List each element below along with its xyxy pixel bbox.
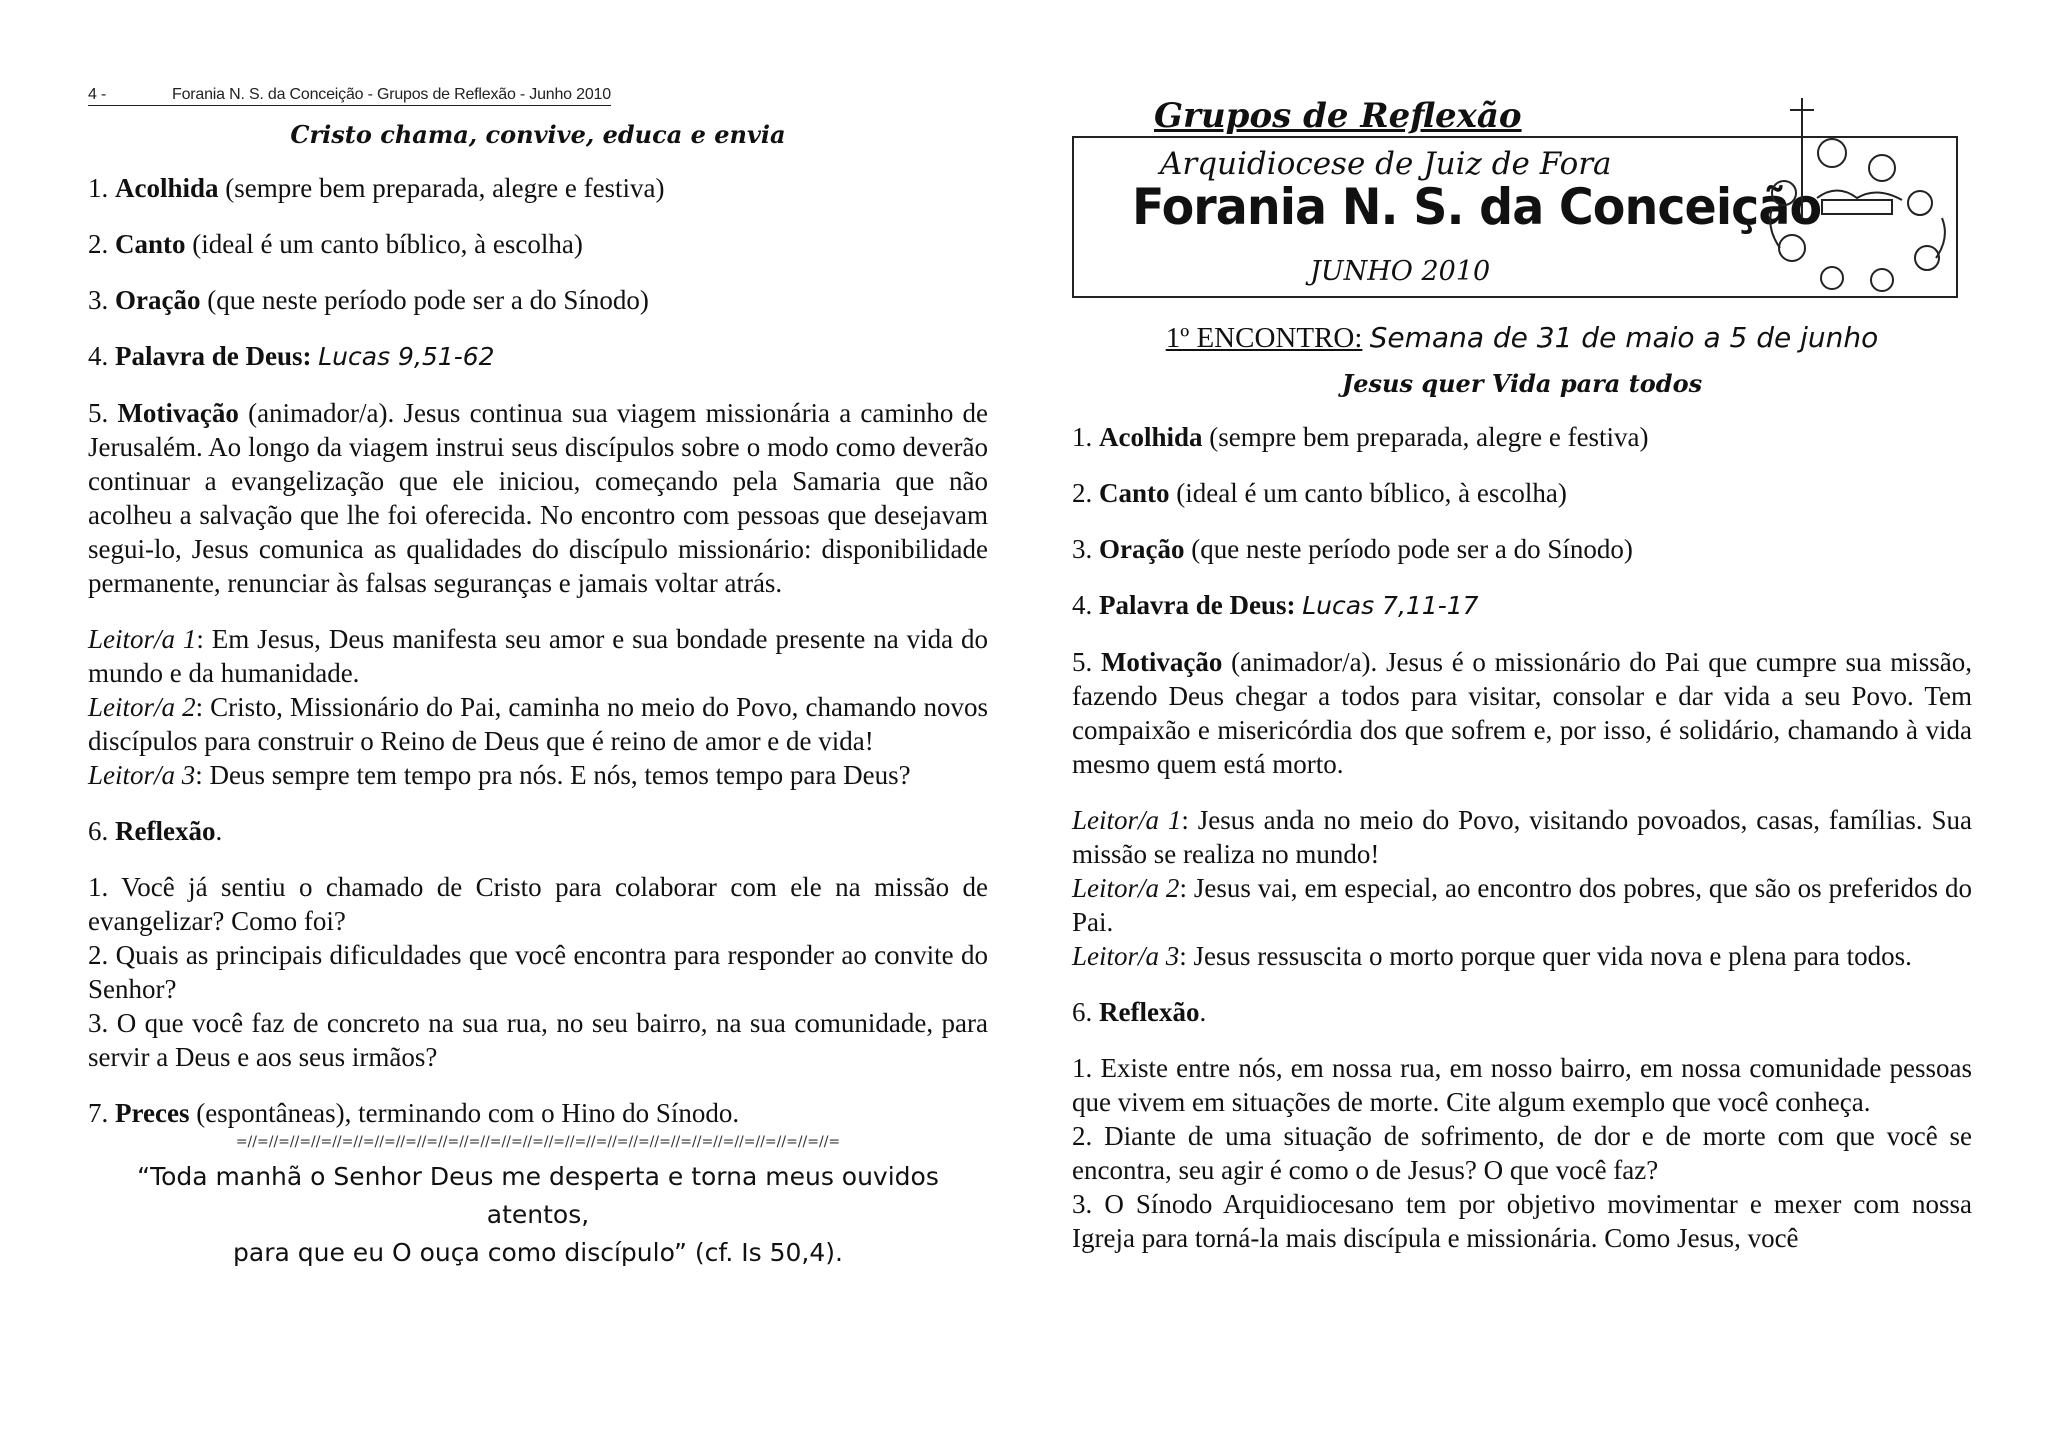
leitor-line: [1072, 803, 1972, 871]
item-number: 2.: [1072, 478, 1093, 508]
meeting-heading: [1072, 321, 1972, 355]
leitor-text: : Jesus vai, em especial, ao encontro dos pobres, que são os preferidos do Pai.: [1072, 873, 1972, 937]
item-text: .: [1199, 997, 1207, 1027]
item-text: (ideal é um canto bíblico, à escolha): [185, 229, 583, 259]
leitor-text: : Cristo, Missionário do Pai, caminha no meio do Povo, chamando novos discípulos para construir o Reino de Deus que é reino de amor e de vida!: [88, 692, 988, 756]
item-number: 4.: [88, 341, 109, 371]
item-number: 5.: [88, 398, 109, 428]
item-reflexao: [1072, 995, 1972, 1029]
item-label: Canto: [1099, 478, 1170, 508]
item-text: (sempre bem preparada, alegre e festiva): [218, 173, 665, 203]
item-text: (ideal é um canto bíblico, à escolha): [1169, 478, 1567, 508]
leitor-label: Leitor/a 3: [88, 760, 196, 790]
item-number: 7.: [88, 1098, 109, 1128]
item-acolhida: [1072, 420, 1972, 454]
item-canto: [1072, 476, 1972, 510]
item-preces: [88, 1096, 988, 1130]
item-label: Palavra de Deus:: [115, 341, 312, 371]
item-palavra: [1072, 588, 1972, 623]
forania-name: Forania N. S. da Conceição: [1132, 178, 1822, 236]
leitor-line: [88, 758, 988, 792]
item-text: (que neste período pode ser a do Sínodo): [1184, 534, 1633, 564]
masthead: [1072, 96, 1972, 311]
question: 2. Diante de uma situação de sofrimento, de dor e de morte com que você se encontra, seu agir é como o de Jesus? O que você faz?: [1072, 1121, 1972, 1185]
motivacao-text: (animador/a). Jesus continua sua viagem missionária a caminho de Jerusalém. Ao longo da viagem instrui seus discípulos sobre o modo como deverão continuar a evangelização que ele iniciou, começando pela Samaria que não acolheu a salvação que lhe foi oferecida. No encontro com pessoas que desejavam segui-lo, Jesus comunica as qualidades do discípulo missionário: disponibilidade permanente, renunciar às falsas seguranças e jamais voltar atrás.: [88, 398, 989, 598]
item-label: Reflexão: [1099, 997, 1200, 1027]
quote-line: “Toda manhã o Senhor Deus me desperta e torna meus ouvidos atentos,: [137, 1162, 939, 1229]
separator: =//=//=//=//=//=//=//=//=//=//=//=//=//=//=//=//=//=//=//=//=//=//=//=//=//=//=//=//=: [235, 1134, 841, 1150]
right-page: [1072, 96, 1972, 1255]
item-number: 4.: [1072, 590, 1093, 620]
item-number: 3.: [88, 285, 109, 315]
motivacao-text: (animador/a). Jesus é o missionário do Pai que cumpre sua missão, fazendo Deus chegar a todos para visitar, consolar e dar vida a seu Povo. Tem compaixão e misericórdia dos que sofrem e, por isso, é solidário, chamando à vida mesmo quem está morto.: [1072, 647, 1972, 779]
question: 3. O que você faz de concreto na sua rua, no seu bairro, na sua comunidade, para servir a Deus e aos seus irmãos?: [88, 1008, 988, 1072]
leitor-label: Leitor/a 2: [88, 692, 196, 722]
item-canto: [88, 227, 988, 261]
question: 1. Você já sentiu o chamado de Cristo para colaborar com ele na missão de evangelizar? Como foi?: [88, 872, 988, 936]
item-number: 2.: [88, 229, 109, 259]
item-oracao: [88, 283, 988, 317]
leitor-line: [1072, 939, 1972, 973]
issue-month: JUNHO 2010: [1310, 256, 1491, 287]
brand-title: Grupos de Reflexão: [1154, 96, 1522, 136]
item-label: Motivação: [117, 398, 239, 428]
question: 3. O Sínodo Arquidiocesano tem por objetivo movimentar e mexer com nossa Igreja para torná-la mais discípula e missionária. Como Jesus, você: [1072, 1189, 1972, 1253]
item-text: (sempre bem preparada, alegre e festiva): [1202, 422, 1649, 452]
item-reflexao: [88, 814, 988, 848]
group-drawing-icon: [1762, 98, 1962, 298]
item-label: Motivação: [1100, 647, 1223, 677]
page-number: 4 -: [88, 86, 107, 103]
section-theme: Cristo chama, convive, educa e envia: [290, 120, 786, 149]
leitor-text: : Deus sempre tem tempo pra nós. E nós, temos tempo para Deus?: [195, 760, 911, 790]
item-oracao: [1072, 532, 1972, 566]
quote-line: para que eu O ouça como discípulo” (cf. Is 50,4).: [233, 1238, 843, 1267]
item-palavra: [88, 339, 988, 374]
item-label: Oração: [1099, 534, 1185, 564]
bible-reference: Lucas 7,11-17: [1302, 591, 1479, 620]
item-motivacao: [88, 396, 988, 600]
running-title: Forania N. S. da Conceição - Grupos de Reflexão - Junho 2010: [172, 86, 611, 103]
leitor-line: [88, 690, 988, 758]
running-header: [88, 86, 611, 106]
section-theme: Jesus quer Vida para todos: [1341, 369, 1703, 398]
item-number: 5.: [1072, 647, 1093, 677]
item-label: Palavra de Deus:: [1099, 590, 1296, 620]
leitor-line: [88, 622, 988, 690]
item-number: 3.: [1072, 534, 1093, 564]
leitores-block: [88, 622, 988, 792]
leitor-label: Leitor/a 2: [1072, 873, 1180, 903]
leitor-label: Leitor/a 1: [1072, 805, 1182, 835]
item-text: (espontâneas), terminando com o Hino do Sínodo.: [189, 1098, 740, 1128]
leitor-line: [1072, 871, 1972, 939]
leitor-text: : Jesus anda no meio do Povo, visitando povoados, casas, famílias. Sua missão se realiza no mundo!: [1072, 805, 1973, 869]
question: 1. Existe entre nós, em nossa rua, em nosso bairro, em nossa comunidade pessoas que vivem em situações de morte. Cite algum exemplo que você conheça.: [1072, 1053, 1972, 1117]
closing-quote: [88, 1158, 988, 1272]
leitor-label: Leitor/a 1: [88, 624, 197, 654]
meeting-dates: Semana de 31 de maio a 5 de junho: [1369, 321, 1879, 354]
leitor-label: Leitor/a 3: [1072, 941, 1180, 971]
item-number: 1.: [1072, 422, 1093, 452]
question: 2. Quais as principais dificuldades que você encontra para responder ao convite do Senhor?: [88, 940, 988, 1004]
archdiocese-name: Arquidiocese de Juiz de Fora: [1160, 146, 1612, 182]
item-text: (que neste período pode ser a do Sínodo): [200, 285, 649, 315]
left-page: [88, 86, 988, 1272]
bible-reference: Lucas 9,51-62: [318, 342, 495, 371]
item-label: Acolhida: [115, 173, 219, 203]
item-label: Preces: [115, 1098, 190, 1128]
item-number: 6.: [1072, 997, 1093, 1027]
item-label: Acolhida: [1099, 422, 1203, 452]
perguntas-block: [1072, 1051, 1972, 1255]
leitor-text: : Jesus ressuscita o morto porque quer vida nova e plena para todos.: [1179, 941, 1912, 971]
leitores-block: [1072, 803, 1972, 973]
item-number: 1.: [88, 173, 109, 203]
item-motivacao: [1072, 645, 1972, 781]
item-number: 6.: [88, 816, 109, 846]
perguntas-block: [88, 870, 988, 1074]
meeting-label: 1º ENCONTRO:: [1165, 322, 1363, 354]
leitor-text: : Em Jesus, Deus manifesta seu amor e sua bondade presente na vida do mundo e da humanidade.: [88, 624, 988, 688]
item-label: Oração: [115, 285, 201, 315]
item-label: Canto: [115, 229, 186, 259]
item-text: .: [215, 816, 223, 846]
item-acolhida: [88, 171, 988, 205]
item-label: Reflexão: [115, 816, 216, 846]
